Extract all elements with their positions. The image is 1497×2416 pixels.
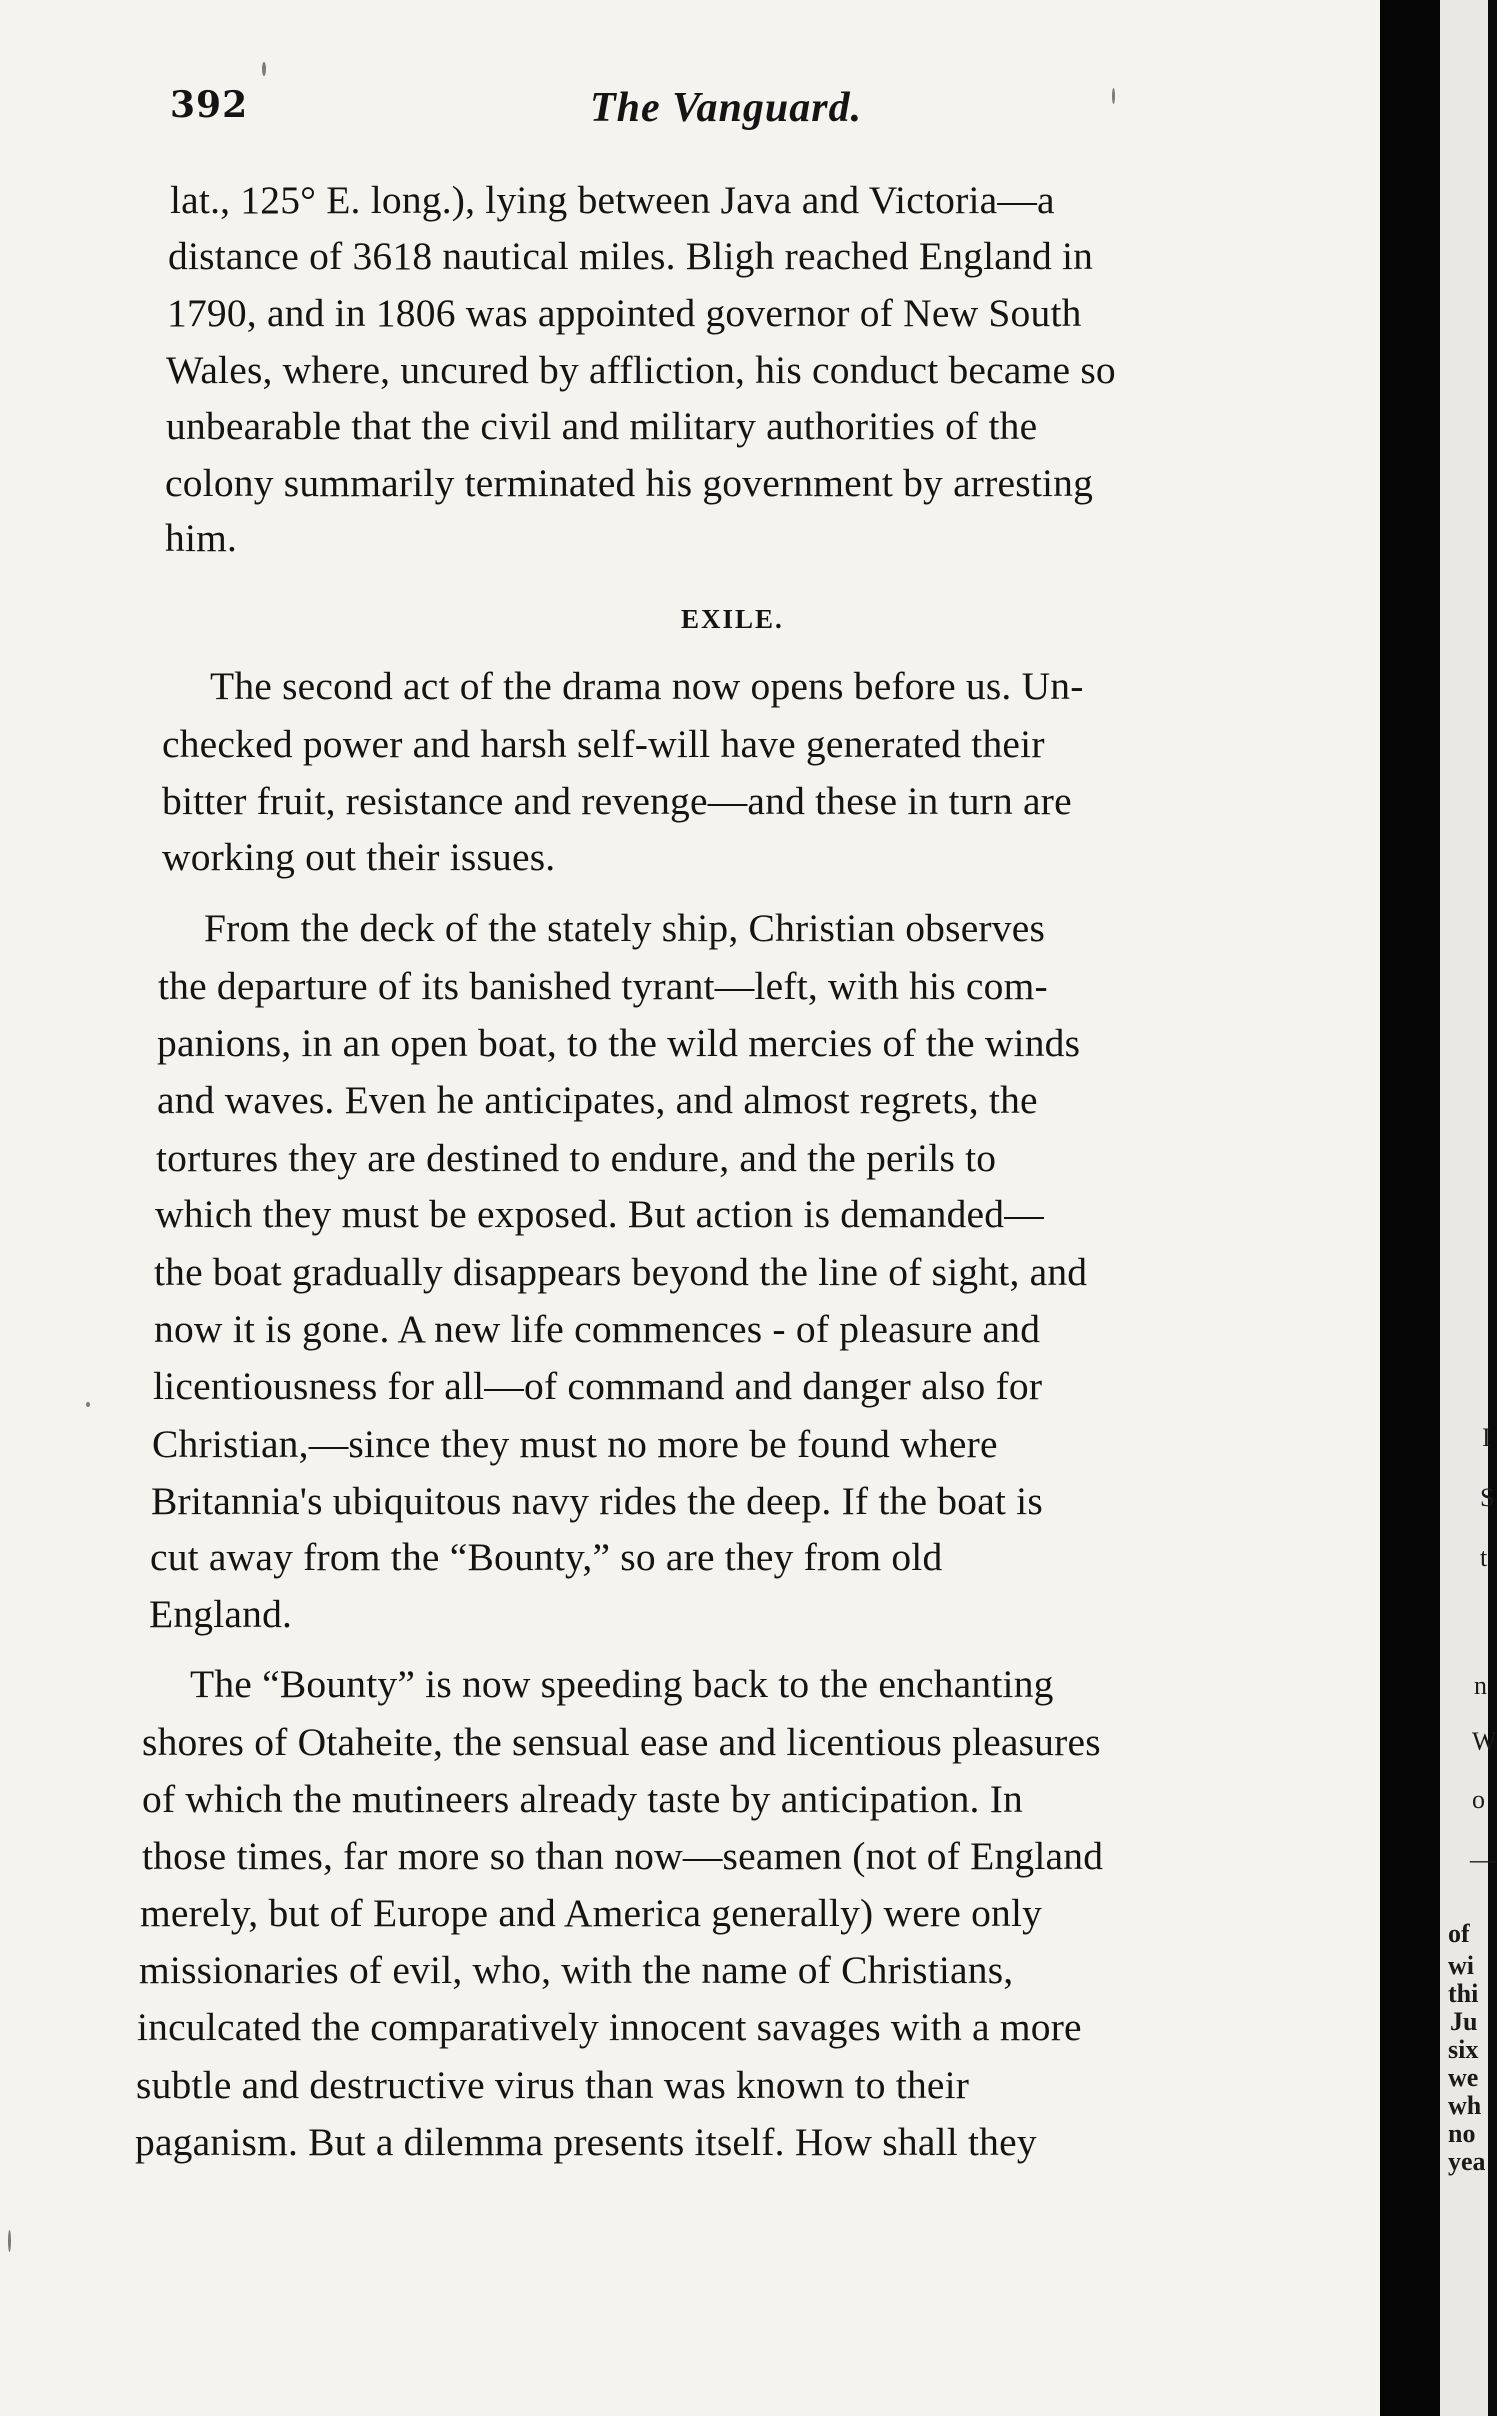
text-line: working out their issues. — [162, 835, 556, 879]
text-line: paganism. But a dilemma presents itself. How shall they — [135, 2120, 1037, 2164]
scan-speck — [86, 1402, 90, 1407]
text-line: distance of 3618 nautical miles. Bligh reached England in — [168, 234, 1094, 278]
text-line: now it is gone. A new life commences - of pleasure and — [154, 1307, 1041, 1351]
text-line: From the deck of the stately ship, Christian observes — [204, 906, 1046, 950]
text-line: of which the mutineers already taste by anticipation. In — [142, 1777, 1024, 1821]
section-heading: EXILE. — [681, 604, 784, 634]
text-line: cut away from the “Bounty,” so are they from old — [150, 1535, 943, 1579]
facing-fragment: t — [1480, 1543, 1488, 1572]
facing-fragment: o — [1472, 1785, 1485, 1814]
text-line: those times, far more so than now—seamen (not of England — [142, 1834, 1104, 1878]
facing-fragment: of — [1448, 1919, 1470, 1948]
text-line: the departure of its banished tyrant—left, with his com- — [158, 964, 1048, 1008]
text-line: bitter fruit, resistance and revenge—and these in turn are — [162, 779, 1072, 823]
text-line: him. — [165, 516, 238, 560]
text-line: checked power and harsh self-will have generated their — [162, 722, 1045, 766]
text-line: Britannia's ubiquitous navy rides the deep. If the boat is — [151, 1479, 1043, 1523]
text-line: England. — [149, 1592, 293, 1636]
facing-fragment: wh — [1448, 2091, 1482, 2120]
text-line: missionaries of evil, who, with the name of Christians, — [139, 1948, 1014, 1992]
facing-fragment: six — [1448, 2035, 1479, 2064]
text-line: panions, in an open boat, to the wild mercies of the winds — [157, 1021, 1081, 1065]
text-line: licentiousness for all—of command and danger also for — [153, 1364, 1043, 1408]
facing-fragment: n — [1474, 1671, 1487, 1700]
text-line: Christian,—since they must no more be found where — [152, 1422, 998, 1466]
facing-page-edge — [1440, 0, 1497, 2416]
text-line: tortures they are destined to endure, and the perils to — [156, 1136, 997, 1180]
facing-fragment: S — [1480, 1483, 1495, 1512]
text-line: The second act of the drama now opens before us. Un- — [210, 664, 1084, 708]
facing-fragment: no — [1448, 2119, 1476, 2148]
text-line: unbearable that the civil and military authorities of the — [166, 404, 1038, 448]
facing-fragment: thi — [1448, 1979, 1479, 2008]
running-head — [170, 84, 1320, 144]
facing-fragment: — — [1470, 1845, 1496, 1874]
facing-fragment: yea — [1448, 2147, 1486, 2176]
running-title: The Vanguard. — [590, 85, 863, 131]
facing-fragment: Ju — [1450, 2007, 1478, 2036]
text-line: colony summarily terminated his government by arresting — [165, 461, 1094, 505]
facing-fragment: I — [1482, 1423, 1491, 1452]
text-line: which they must be exposed. But action is demanded— — [155, 1192, 1044, 1236]
text-line: subtle and destructive virus than was known to their — [136, 2063, 970, 2107]
scan-speck — [1112, 88, 1115, 104]
facing-fragment: we — [1448, 2063, 1479, 2092]
text-line: shores of Otaheite, the sensual ease and licentious pleasures — [142, 1720, 1101, 1764]
text-line: merely, but of Europe and America generally) were only — [140, 1891, 1043, 1935]
text-line: and waves. Even he anticipates, and almost regrets, the — [157, 1078, 1038, 1122]
text-line: The “Bounty” is now speeding back to the enchanting — [190, 1662, 1054, 1706]
page-number: 392 — [170, 84, 249, 126]
scan-speck — [262, 62, 266, 76]
facing-fragment: W — [1472, 1727, 1497, 1756]
text-line: the boat gradually disappears beyond the line of sight, and — [154, 1250, 1088, 1294]
text-line: 1790, and in 1806 was appointed governor of New South — [167, 291, 1082, 335]
facing-fragment: wi — [1448, 1951, 1474, 1980]
book-gutter — [1380, 0, 1440, 2416]
scan-speck — [8, 2230, 11, 2252]
text-line: inculcated the comparatively innocent savages with a more — [137, 2005, 1082, 2049]
text-line: Wales, where, uncured by affliction, his conduct became so — [166, 348, 1116, 392]
text-line: lat., 125° E. long.), lying between Java and Victoria—a — [170, 178, 1055, 222]
